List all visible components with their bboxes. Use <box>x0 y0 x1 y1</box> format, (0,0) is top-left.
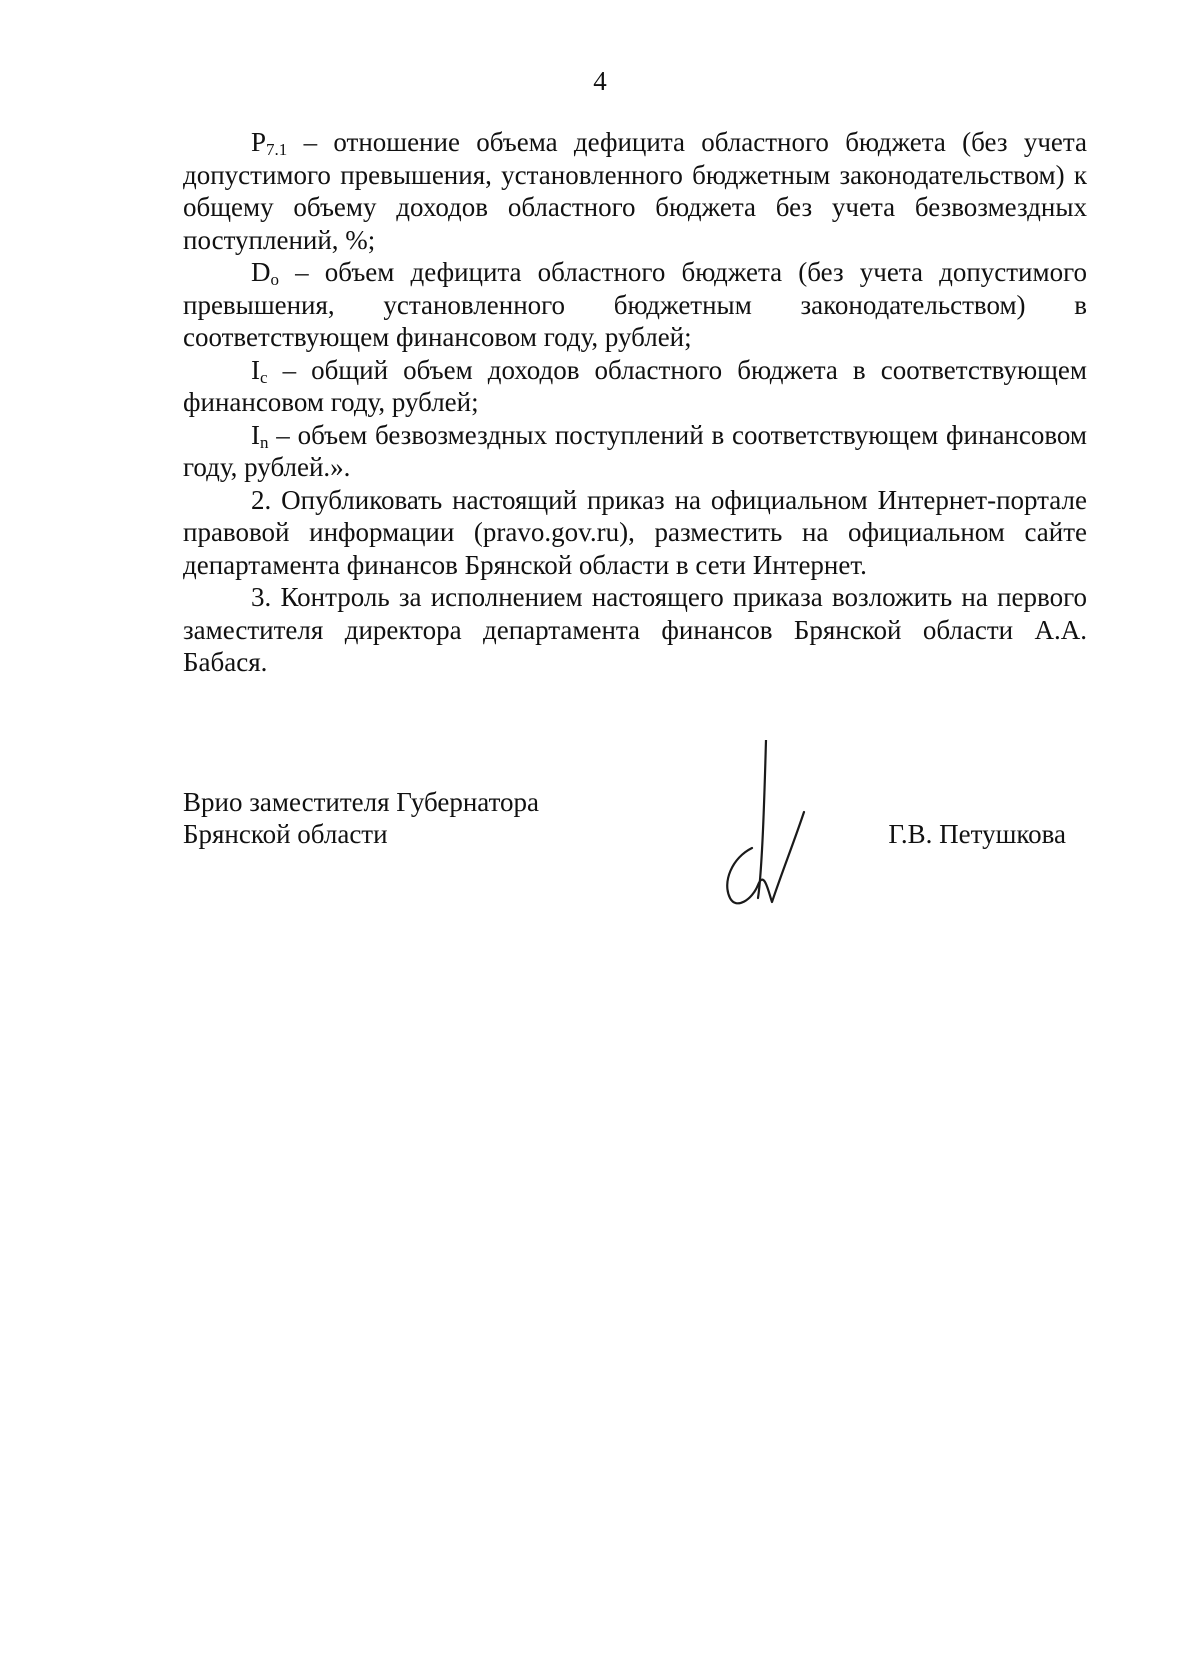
page-number: 4 <box>593 66 607 96</box>
symbol: I <box>251 354 260 385</box>
symbol: D <box>251 257 271 287</box>
definition-ic <box>183 354 1087 419</box>
symbol-subscript: n <box>260 432 269 452</box>
symbol-subscript: o <box>270 270 279 289</box>
symbol: P <box>251 127 267 157</box>
handwritten-signature <box>718 740 848 910</box>
item-control: 3. Контроль за исполнением настоящего приказа возложить на первого заместителя директора департамента финансов Брянской области А.А. Бабася. <box>183 582 1087 677</box>
definition-p71 <box>183 126 1087 256</box>
definition-text: – отношение объема дефицита областного бюджета (без учета допустимого превышения, установленного бюджетным законодательством) к общему объему доходов областного бюджета без учета безвозмездных поступлений, %; <box>183 127 1087 255</box>
definition-in <box>183 419 1087 484</box>
symbol-subscript: 7.1 <box>266 140 288 159</box>
symbol-subscript: c <box>260 367 268 387</box>
signer-position-line1: Врио заместителя Губернатора <box>183 787 540 817</box>
signer-name: Г.В. Петушкова <box>888 819 1066 849</box>
signature-block <box>183 786 1087 906</box>
definition-text: – объем дефицита областного бюджета (без учета допустимого превышения, установленного бюджетным законодательством) в соответствующем финансовом году, рублей; <box>183 257 1087 352</box>
definition-text: – объем безвозмездных поступлений в соответствующем финансовом году, рублей.». <box>183 419 1087 482</box>
definition-do <box>183 256 1087 354</box>
symbol: I <box>251 419 260 450</box>
signer-position-line2: Брянской области <box>183 819 388 849</box>
document-body <box>183 126 1087 679</box>
item-publish: 2. Опубликовать настоящий приказ на официальном Интернет-портале правовой информации (pravo.gov.ru), разместить на официальном сайте департамента финансов Брянской области в сети Интернет. <box>183 484 1087 580</box>
definition-text: – общий объем доходов областного бюджета в соответствующем финансовом году, рублей; <box>183 354 1087 417</box>
signer-position <box>183 786 539 850</box>
